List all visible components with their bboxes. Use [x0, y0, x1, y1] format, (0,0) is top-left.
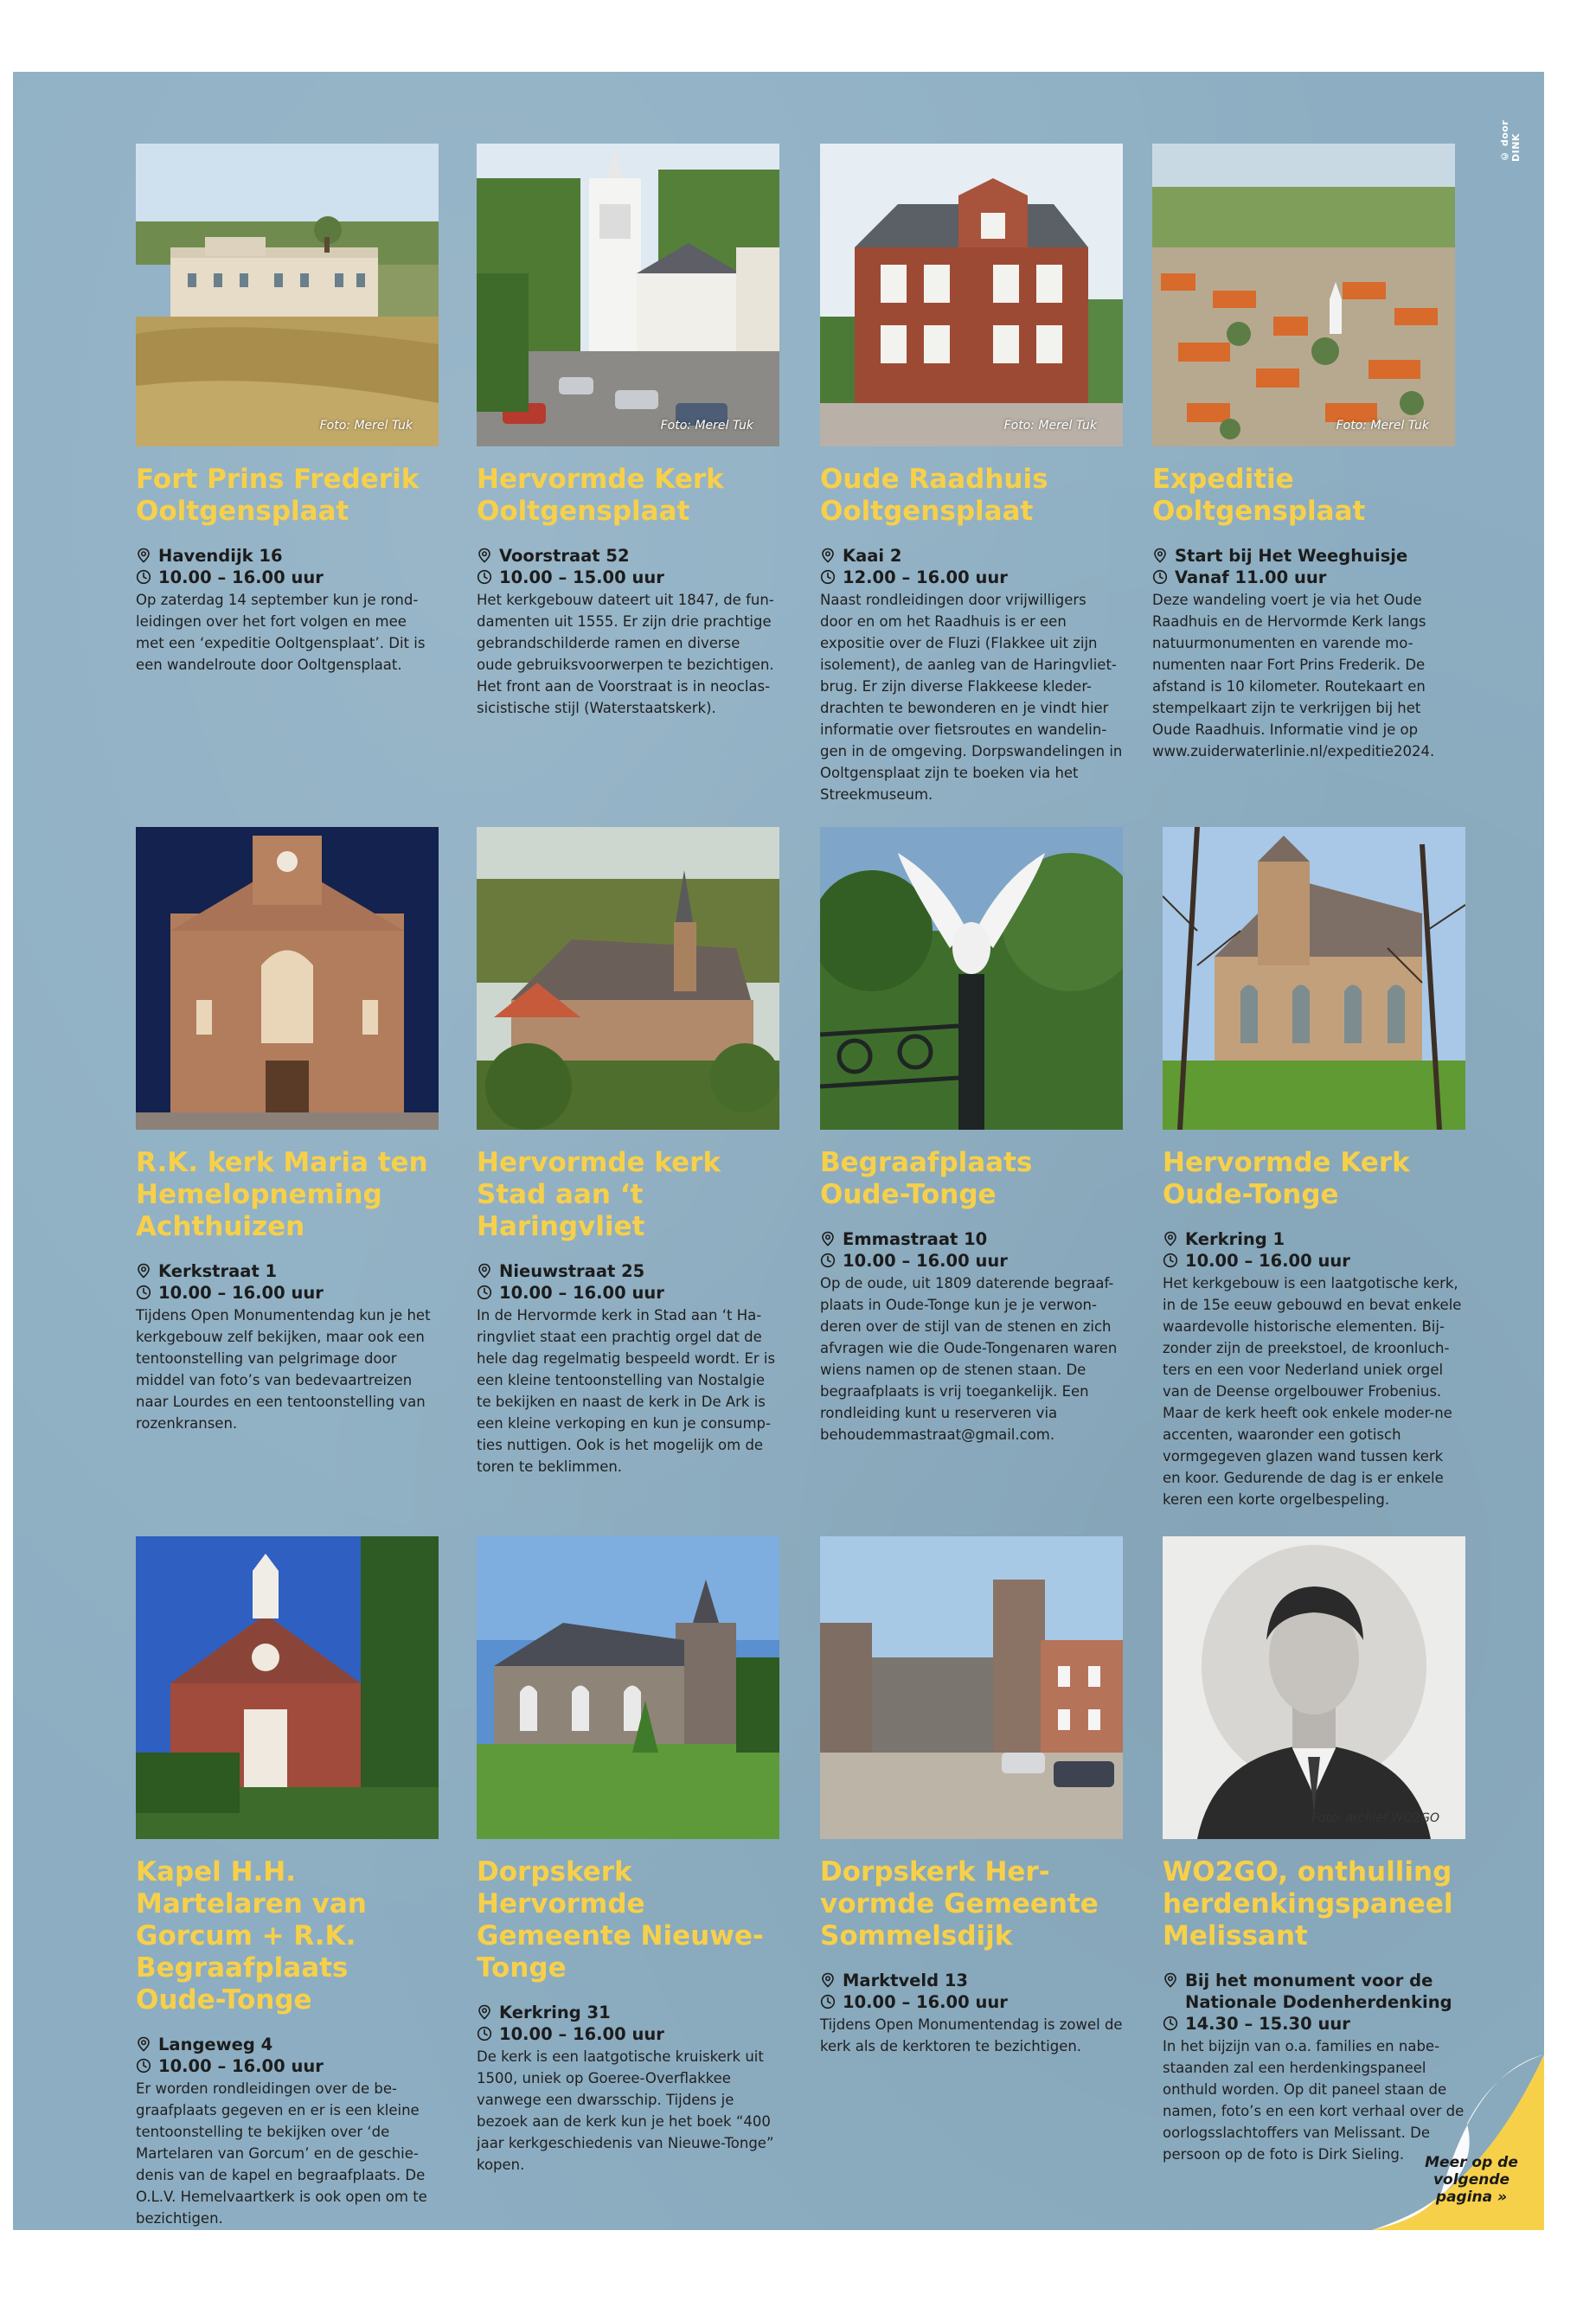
description: Deze wandeling voert je via het Oude Raadhuis en de Hervormde Kerk langs natuurmonumenten en varende mo-numenten naar Fort Prins Frederik. De afstand is 10 kilometer. Routekaart en stempelkaart zijn te verkrijgen bij het Oude Raadhuis. Informatie vind je op www.zuiderwaterlinie.nl/expeditie2024.: [1152, 592, 1435, 760]
description: Naast rondleidingen door vrijwilligers door en om het Raadhuis is er een expositie over de Fluzi (Flakkee uit zijn isolement), de aanleg van de Haringvliet-brug. Er zijn diverse Flakkeese kleder-drachten te bewonderen en je vindt hier informatie over fietsroutes en wandelin-gen in de omgeving. Dorpswandelingen in Ooltgensplaat zijn te boeken via het Streekmuseum.: [820, 592, 1123, 803]
card-hervormde-kerk-ooltgensplaat: [477, 144, 779, 719]
clock-icon: [1163, 2013, 1185, 2031]
address: Bij het monument voor de Nationale Dodenherdenking: [1185, 1971, 1452, 2012]
next-page-link[interactable]: Meer op de volgende pagina »: [1425, 2154, 1518, 2206]
cemetery-gate-photo: [820, 827, 1123, 1130]
square-tower-photo: [820, 1536, 1123, 1839]
clock-icon: [136, 2055, 158, 2073]
card-title: R.K. kerk Maria ten Hemelopneming Achthuizen: [136, 1147, 428, 1242]
description: Tijdens Open Monumentendag kun je het kerkgebouw zelf bekijken, maar ook een tentoonstelling van pelgrimage door middel van foto’s van bedevaartreizen naar Lourdes en een tentoonstelling van rozenkransen.: [136, 1307, 431, 1432]
card-title: Begraafplaats Oude-Tonge: [820, 1147, 1033, 1210]
clock-icon: [1163, 1250, 1185, 1268]
opening-time: 10.00 – 16.00 uur: [843, 1251, 1008, 1271]
fort-photo: [136, 144, 439, 446]
opening-time: 10.00 – 16.00 uur: [1185, 1251, 1350, 1271]
opening-time: 14.30 – 15.30 uur: [1185, 2014, 1350, 2034]
description: Het kerkgebouw dateert uit 1847, de fun-damenten uit 1555. Er zijn drie prachtige gebrandschilderde ramen en diverse oude gebruiksvoorwerpen te bezichtigen. Het front aan de Voorstraat is in neoclas-sicistische stijl (Waterstaatskerk).: [477, 592, 774, 716]
card-kapel-martelaren-van-gorcum: [136, 1536, 439, 2229]
description: In de Hervormde kerk in Stad aan ‘t Ha-ringvliet staat een prachtig orgel dat de hele dag regelmatig bespeeld wordt. Er is een kleine tentoonstelling van Nostalgie te bekijken en naast de kerk in De Ark is een kleine verkoping en kun je consump-ties nuttigen. Ook is het mogelijk om de toren te beklimmen.: [477, 1307, 776, 1475]
portrait-photo: [1163, 1536, 1465, 1839]
photo-credit: Foto: Merel Tuk: [319, 419, 413, 433]
address: Nieuwstraat 25: [499, 1261, 645, 1281]
clock-icon: [1152, 567, 1175, 585]
clock-icon: [820, 567, 843, 585]
chapel-photo: [136, 1536, 439, 1839]
description: Het kerkgebouw is een laatgotische kerk, in de 15e eeuw gebouwd en bevat enkele waardevolle historische elementen. Bij-zonder zijn de preekstoel, de kroonluch-ters en een voor Nederland uniek orgel van de Deense orgelbouwer Frobenius. Maar de kerk heeft ook enkele moder-ne accenten, waaronder een gotisch vormgegeven glazen wand tussen kerk en koor. Gedurende de dag is er enkele keren een korte orgelbespeling.: [1163, 1275, 1462, 1508]
card-begraafplaats-oude-tonge: [820, 827, 1123, 1445]
clock-icon: [136, 567, 158, 585]
opening-time: 10.00 – 16.00 uur: [499, 2024, 664, 2044]
location-pin-icon: [820, 1228, 843, 1247]
location-pin-icon: [477, 545, 499, 563]
card-title: Hervormde Kerk Ooltgensplaat: [477, 464, 724, 527]
location-pin-icon: [1163, 1228, 1185, 1247]
opening-time: 12.00 – 16.00 uur: [843, 567, 1008, 587]
photo-credit: Foto: archief WO2GO: [1311, 1811, 1439, 1825]
card-title: Expeditie Ooltgensplaat: [1152, 464, 1366, 527]
clock-icon: [820, 1250, 843, 1268]
photo-credit: Foto: Merel Tuk: [1003, 419, 1097, 433]
card-title: Dorpskerk Her-vormde Gemeente Sommelsdijk: [820, 1856, 1099, 1952]
location-pin-icon: [136, 545, 158, 563]
aerial-photo: [1152, 144, 1455, 446]
opening-time: 10.00 – 16.00 uur: [158, 1283, 324, 1303]
location-pin-icon: [136, 2034, 158, 2052]
photo-credit: Foto: Merel Tuk: [1336, 419, 1429, 433]
card-hervormde-kerk-oude-tonge: [1163, 827, 1465, 1510]
address: Kerkring 31: [499, 2003, 611, 2022]
address: Start bij Het Weeghuisje: [1175, 546, 1408, 566]
location-pin-icon: [136, 1260, 158, 1279]
location-pin-icon: [820, 1970, 843, 1988]
opening-time: Vanaf 11.00 uur: [1175, 567, 1327, 587]
location-pin-icon: [477, 1260, 499, 1279]
address: Langeweg 4: [158, 2035, 273, 2054]
card-dorpskerk-sommelsdijk: [820, 1536, 1123, 2057]
clock-icon: [477, 1282, 499, 1300]
opening-time: 10.00 – 15.00 uur: [499, 567, 664, 587]
card-title: Fort Prins Frederik Ooltgensplaat: [136, 464, 420, 527]
card-expeditie-ooltgensplaat: [1152, 144, 1455, 762]
clock-icon: [136, 1282, 158, 1300]
address: Kerkstraat 1: [158, 1261, 278, 1281]
card-title: Dorpskerk Hervormde Gemeente Nieuwe-Tonge: [477, 1856, 764, 1984]
location-pin-icon: [820, 545, 843, 563]
card-title: Hervormde Kerk Oude-Tonge: [1163, 1147, 1410, 1210]
card-title: Hervormde kerk Stad aan ‘t Haringvliet: [477, 1147, 721, 1242]
clock-icon: [477, 567, 499, 585]
photo-credit: Foto: Merel Tuk: [660, 419, 753, 433]
address: Havendijk 16: [158, 546, 283, 566]
card-dorpskerk-nieuwe-tonge: [477, 1536, 779, 2176]
location-pin-icon: [1152, 545, 1175, 563]
card-oude-raadhuis: [820, 144, 1123, 805]
opening-time: 10.00 – 16.00 uur: [499, 1283, 664, 1303]
description: De kerk is een laatgotische kruiskerk uit 1500, uniek op Goeree-Overflakkee vanwege een dwarsschip. Tijdens je bezoek aan de kerk kun je het boek “400 jaar kerkgeschiedenis van Nieuwe-Tonge” kopen.: [477, 2048, 774, 2173]
side-credit: © door DINK: [1499, 119, 1522, 162]
town-hall-photo: [820, 144, 1123, 446]
address: Kerkring 1: [1185, 1229, 1285, 1249]
card-rk-kerk-achthuizen: [136, 827, 439, 1434]
address: Voorstraat 52: [499, 546, 630, 566]
description: In het bijzijn van o.a. families en nabe-staanden zal een herdenkingspaneel onthuld worden. Op dit paneel staan de namen, foto’s en een kort verhaal over de oorlogsslachtoffers van Melissant. De persoon op de foto is Dirk Sieling.: [1163, 2038, 1465, 2163]
description: Tijdens Open Monumentendag is zowel de kerk als de kerktoren te bezichtigen.: [820, 2016, 1123, 2054]
address: Marktveld 13: [843, 1971, 968, 1990]
card-hervormde-kerk-stad-aan-t-haringvliet: [477, 827, 779, 1477]
address: Emmastraat 10: [843, 1229, 988, 1249]
card-title: Kapel H.H. Martelaren van Gorcum + R.K. Begraafplaats Oude-Tonge: [136, 1856, 367, 2016]
clock-icon: [820, 1991, 843, 2009]
dorpskerk-photo: [477, 1536, 779, 1839]
gothic-church-photo: [1163, 827, 1465, 1130]
address: Kaai 2: [843, 546, 902, 566]
description: Er worden rondleidingen over de be-graafplaats gegeven en er is een kleine tentoonstelling te bekijken over ‘de Martelaren van Gorcum’ en de geschie-denis van de kapel en begraafplaats. De O.L.V. Hemelvaartkerk is ook open om te bezichtigen.: [136, 2080, 427, 2227]
opening-time: 10.00 – 16.00 uur: [158, 567, 324, 587]
opening-time: 10.00 – 16.00 uur: [843, 1992, 1008, 2012]
church-street-photo: [477, 144, 779, 446]
description: Op de oude, uit 1809 daterende begraaf-plaats in Oude-Tonge kun je je verwon-deren over de stijl van de stenen en zich afvragen wie die Oude-Tongenaren waren wiens namen op de stenen staan. De begraafplaats is vrij toegankelijk. Een rondleiding kunt u reserveren via behoudemmastraat@gmail.com.: [820, 1275, 1118, 1443]
opening-time: 10.00 – 16.00 uur: [158, 2056, 324, 2076]
card-title: Oude Raadhuis Ooltgensplaat: [820, 464, 1048, 527]
village-church-photo: [477, 827, 779, 1130]
card-title: WO2GO, onthulling herdenkingspaneel Melissant: [1163, 1856, 1453, 1952]
location-pin-icon: [1163, 1970, 1185, 1988]
location-pin-icon: [477, 2002, 499, 2020]
clock-icon: [477, 2023, 499, 2041]
card-fort-prins-frederik: [136, 144, 439, 676]
rk-church-photo: [136, 827, 439, 1130]
description: Op zaterdag 14 september kun je rond-leidingen over het fort volgen en mee met een ‘expeditie Ooltgensplaat’. Dit is een wandelroute door Ooltgensplaat.: [136, 592, 426, 673]
